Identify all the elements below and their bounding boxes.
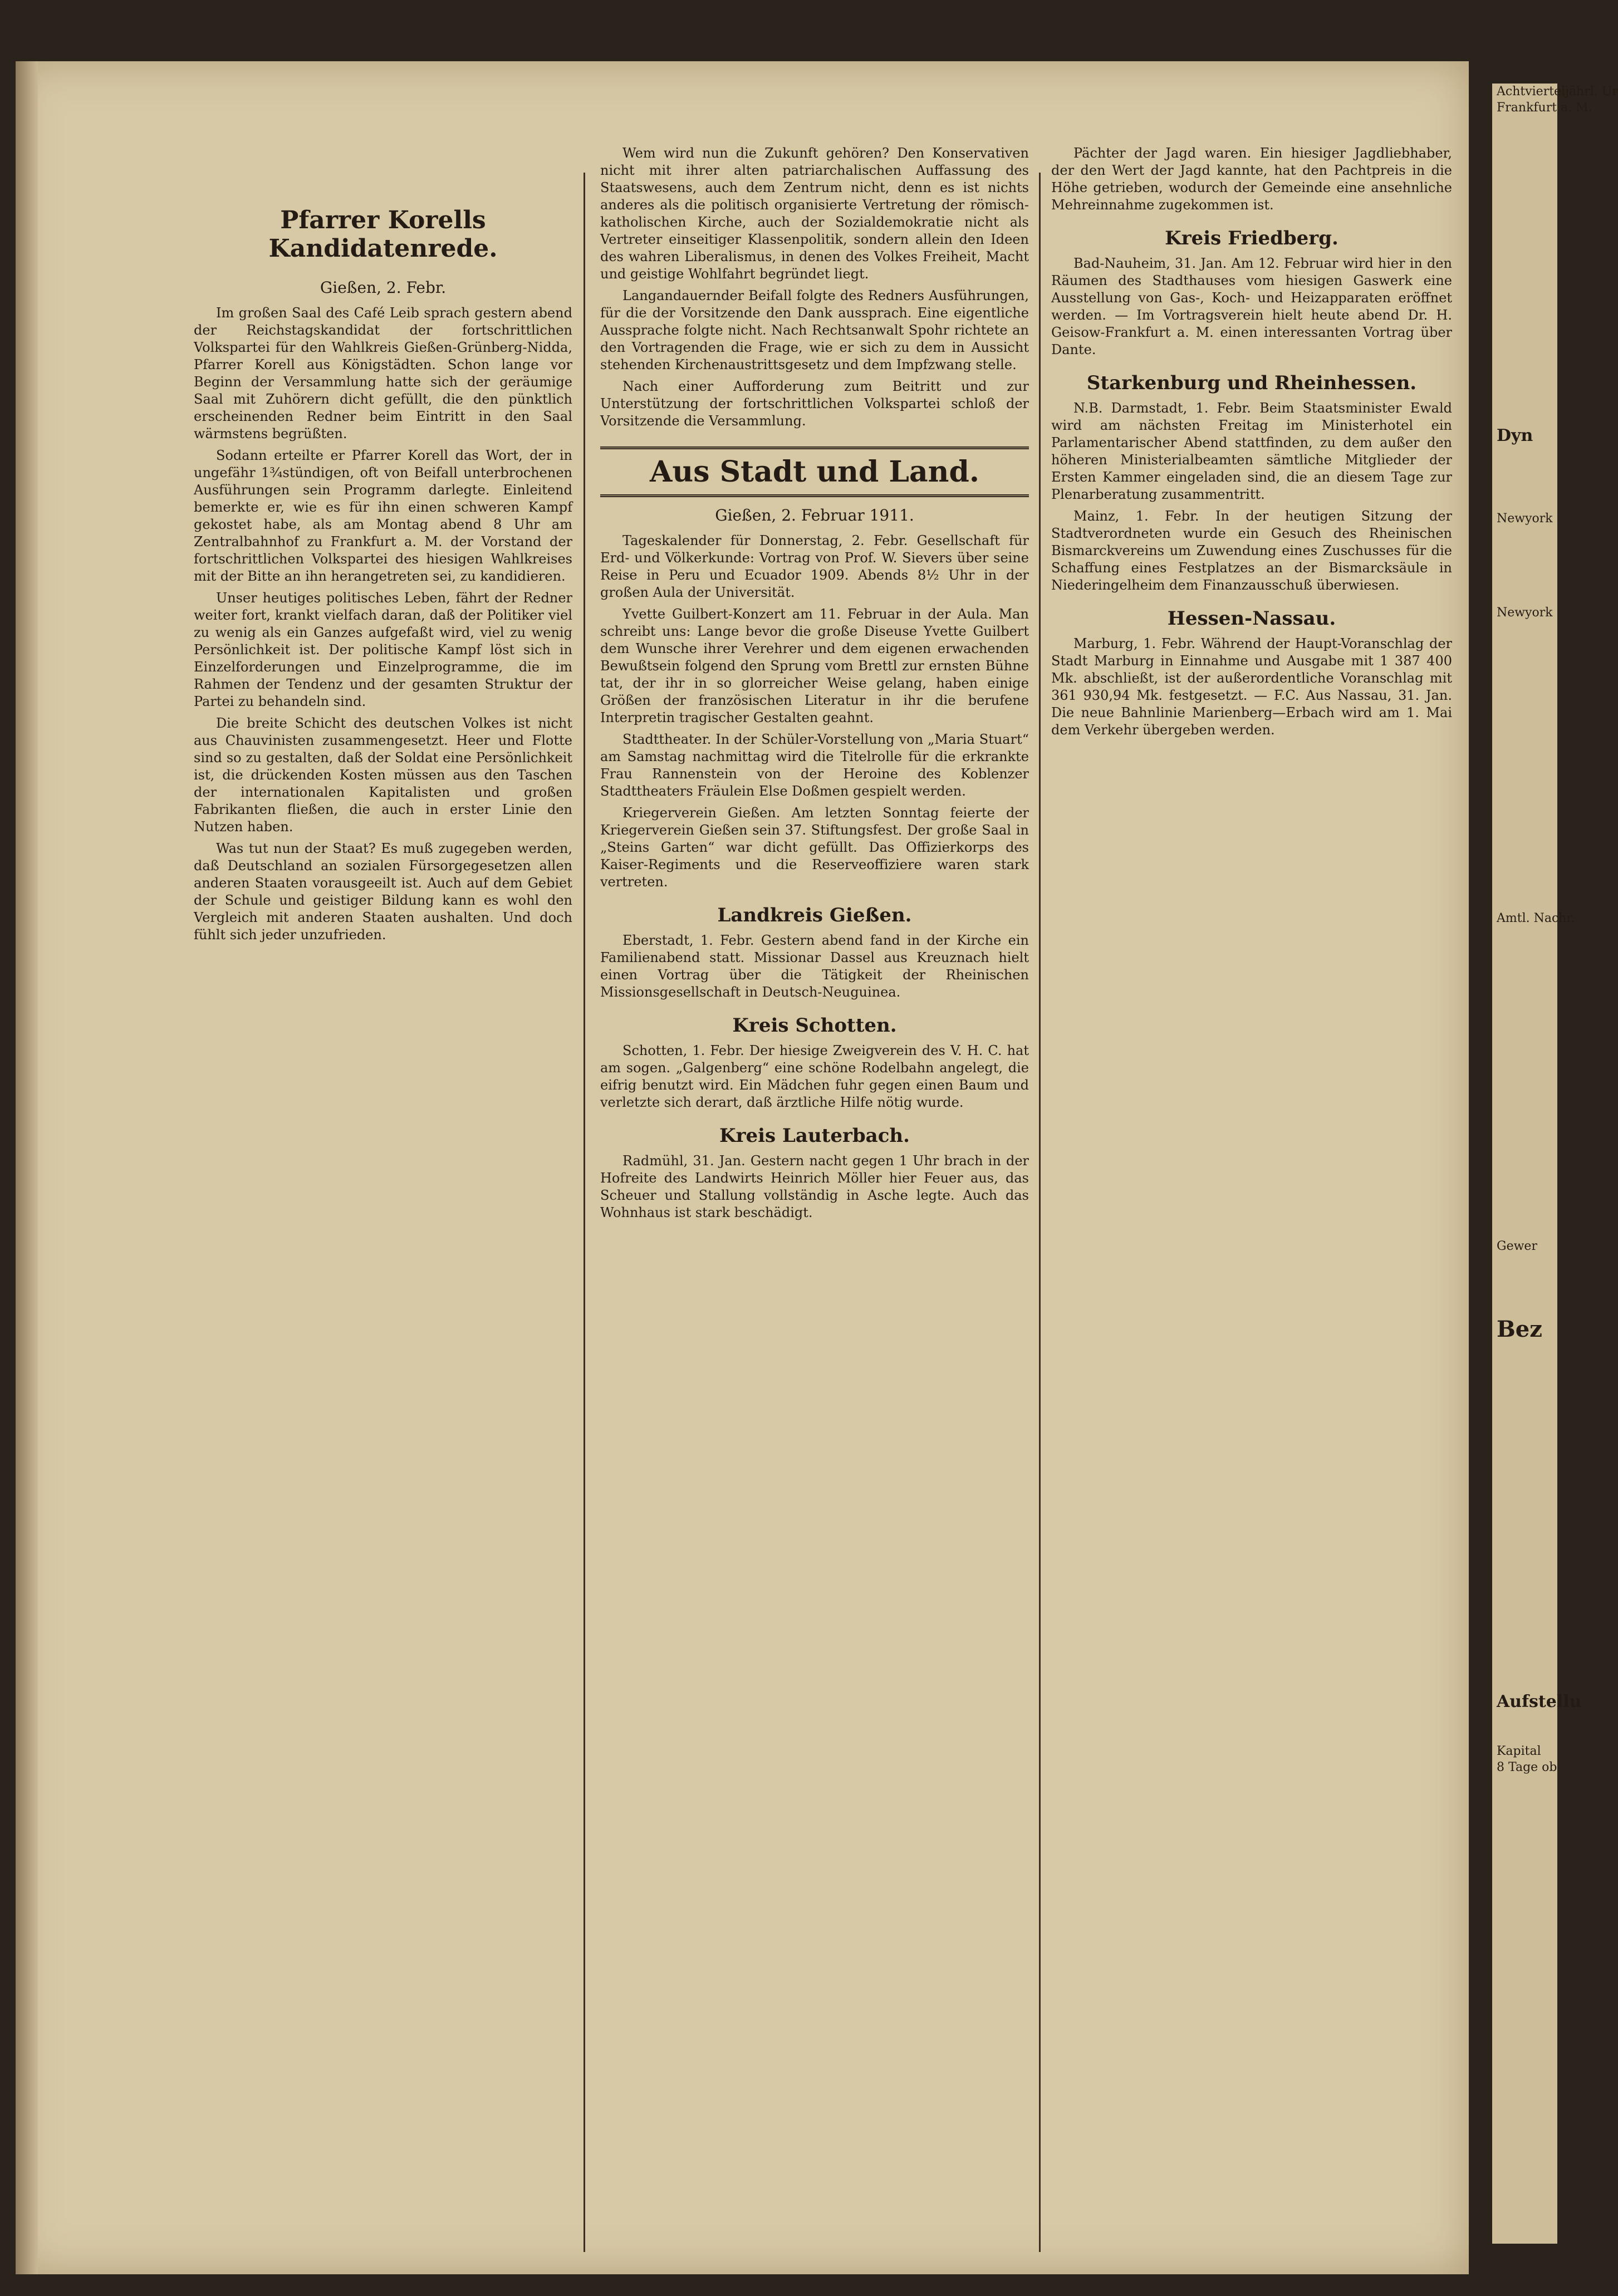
district-heading: Kreis Friedberg. — [1165, 227, 1338, 249]
right-column — [1051, 145, 1452, 2252]
news-item: Schotten, 1. Febr. Der hiesige Zweigverein des V. H. C. hat am sogen. „Galgenberg“ eine schöne Rodelbahn angelegt, die eifrig benutzt wird. Ein Mädchen fuhr gegen einen Baum und verletzte sich derart, daß ärztliche Hilfe nötig wurde. — [600, 1043, 1029, 1110]
strip-fragment: Dyn — [1497, 426, 1533, 445]
strip-fragment: Newyork — [1497, 512, 1553, 526]
district-heading: Starkenburg und Rheinhessen. — [1086, 372, 1417, 394]
article-paragraph: Pächter der Jagd waren. Ein hiesiger Jagdliebhaber, der den Wert der Jagd kannte, hat den Pachtpreis in die Höhe getrieben, wodurch der Gemeinde eine ansehnliche Mehreinnahme zugekommen ist. — [1051, 145, 1452, 213]
article-paragraph: Was tut nun der Staat? Es muß zugegeben werden, daß Deutschland an sozialen Fürsorgegesetzen allen anderen Staaten vorausgeeilt ist. Auch auf dem Gebiet der Schule und geistiger Bildung kann es wohl den Vergleich mit anderen Staaten aushalten. Und doch fühlt sich jeder unzufrieden. — [194, 841, 572, 943]
article-title: Pfarrer Korells Kandidatenrede. — [268, 206, 498, 263]
middle-column — [600, 145, 1029, 2252]
news-item: Stadttheater. In der Schüler-Vorstellung von „Maria Stuart“ am Samstag nachmittag wird die Titelrolle für die erkrankte Frau Rannenstein von der Heroine des Koblenzer Stadttheaters Fräulein Else Doßmen gespielt werden. — [600, 732, 1029, 799]
article-paragraph: Unser heutiges politisches Leben, fährt der Redner weiter fort, krankt vielfach daran, daß der Politiker viel zu wenig als ein Ganzes aufgefaßt wird, viel zu wenig Persönlichkeit ist. Der politische Kampf löst sich in Einzelforderungen und Einzelprogramme, die im Rahmen der Tendenz und der gesamten Struktur der Partei zu behandeln sind. — [194, 590, 572, 709]
article-dateline: Gießen, 2. Febr. — [320, 278, 447, 297]
column-rule — [584, 173, 585, 2252]
newspaper-page — [16, 61, 1469, 2274]
news-item: Radmühl, 31. Jan. Gestern nacht gegen 1 Uhr brach in der Hofreite des Landwirts Heinrich Möller hier Feuer aus, das Scheuer und Stallung vollständig in Asche legte. Auch das Wohnhaus ist stark beschädigt. — [600, 1153, 1029, 1220]
strip-fragment: Bez — [1497, 1316, 1542, 1342]
section-header-frame — [600, 447, 1029, 497]
strip-fragment: Kapital — [1497, 1744, 1541, 1758]
news-item: Kriegerverein Gießen. Am letzten Sonntag feierte der Kriegerverein Gießen sein 37. Stiftungsfest. Der große Saal in „Steins Garten“ war dicht gefüllt. Das Offizierkorps des Kaiser-Regiments und die Reserveoffiziere waren stark vertreten. — [600, 805, 1029, 890]
strip-fragment: Amtl. Nachr. — [1497, 911, 1575, 925]
binding-gutter — [16, 61, 38, 2274]
article-paragraph: Langandauernder Beifall folgte des Redners Ausführungen, für die der Vorsitzende den Dank aussprach. Eine eigentliche Aussprache folgte nicht. Nach Rechtsanwalt Spohr richtete an den Vortragenden die Frage, wie er sich zu dem in Aussicht stehenden Kirchenaustrittsgesetz und dem Impfzwang stelle. — [600, 288, 1029, 372]
district-heading: Kreis Lauterbach. — [719, 1125, 910, 1147]
news-item: Marburg, 1. Febr. Während der Haupt-Voranschlag der Stadt Marburg in Einnahme und Ausgabe mit 1 387 400 Mk. abschließt, ist der außerordentliche Voranschlag mit 361 930,94 Mk. festgesetzt. — F.C. Aus Nassau, 31. Jan. Die neue Bahnlinie Marienberg—Erbach wird am 1. Mai dem Verkehr übergeben werden. — [1051, 636, 1452, 738]
strip-fragment: Newyork — [1497, 606, 1553, 620]
news-item: Yvette Guilbert-Konzert am 11. Februar in der Aula. Man schreibt uns: Lange bevor die große Diseuse Yvette Guilbert dem Wunsche ihrer Verehrer und dem eigenen erwachenden Bewußtsein folgend den Sprung vom Brettl zur ernsten Bühne tat, der ihr in so glorreicher Weise gelang, haben einige Größen der französischen Literatur in ihr die berufene Interpretin tragischer Gestalten geahnt. — [600, 606, 1029, 725]
strip-fragment: Frankfurt a. M. — [1497, 101, 1592, 115]
strip-fragment: 8 Tage ob — [1497, 1760, 1557, 1774]
news-item: N.B. Darmstadt, 1. Febr. Beim Staatsminister Ewald wird am nächsten Freitag im Ministerhotel ein Parlamentarischer Abend stattfinden, zu dem außer den höheren Ministerialbeamten sämtliche Mitglieder der Ersten Kammer eingeladen sind, die an diesem Tage zur Plenarberatung zusammentritt. — [1051, 400, 1452, 502]
strip-fragment: Achtvierteljährl. Ur — [1497, 85, 1618, 99]
article-paragraph: Sodann erteilte er Pfarrer Korell das Wort, der in ungefähr 1¾stündigen, oft von Beifall unterbrochenen Ausführungen sein Programm darlegte. Einleitend bemerkte er, wie es für ihn einen schweren Kampf gekostet habe, als am Montag abend 8 Uhr am Zentralbahnhof zu Frankfurt a. M. der Vorstand der fortschrittlichen Volkspartei des hiesigen Wahlkreises mit der Bitte an ihn herangetreten sei, zu kandidieren. — [194, 448, 572, 584]
news-item: Bad-Nauheim, 31. Jan. Am 12. Februar wird hier in den Räumen des Stadthauses vom hiesigen Gaswerk eine Ausstellung von Gas-, Koch- und Heizapparaten eröffnet werden. — Im Vortragsverein hielt heute abend Dr. H. Geisow-Frankfurt a. M. einen interessanten Vortrag über Dante. — [1051, 256, 1452, 357]
district-heading: Landkreis Gießen. — [717, 904, 912, 926]
section-title: Aus Stadt und Land. — [650, 455, 979, 489]
adjacent-page-strip — [1492, 84, 1618, 2244]
news-item: Eberstadt, 1. Febr. Gestern abend fand in der Kirche ein Familienabend statt. Missionar Dassel aus Kreuznach hielt einen Vortrag über die Tätigkeit der Rheinischen Missionsgesellschaft in Deutsch-Neuguinea. — [600, 933, 1029, 1000]
strip-fragment: Aufstellu — [1497, 1692, 1582, 1711]
strip-fragment: Gewer — [1497, 1239, 1537, 1253]
article-paragraph: Wem wird nun die Zukunft gehören? Den Konservativen nicht mit ihrer alten patriarchalischen Auffassung des Staatswesens, auch dem Zentrum nicht, denn es ist nichts anderes als die politisch organisierte Vertretung der römisch-katholischen Kirche, auch der Sozialdemokratie nicht als Vertreter einseitiger Klassenpolitik, sondern allein den Ideen des wahren Liberalismus, in denen des Volkes Freiheit, Macht und geistige Wohlfahrt begründet liegt. — [600, 145, 1029, 282]
district-heading: Kreis Schotten. — [732, 1014, 897, 1037]
left-column — [194, 145, 572, 2252]
column-rule — [1039, 173, 1041, 2252]
article-paragraph: Die breite Schicht des deutschen Volkes ist nicht aus Chauvinisten zusammengesetzt. Heer und Flotte sind so zu gestalten, daß der Soldat eine Persönlichkeit ist, die drückenden Kosten müssen aus den Taschen der internationalen Kapitalisten und großen Fabrikanten fließen, die auch in erster Linie den Nutzen haben. — [194, 715, 572, 835]
article-paragraph: Im großen Saal des Café Leib sprach gestern abend der Reichstagskandidat der fortschrittlichen Volkspartei für den Wahlkreis Gießen-Grünberg-Nidda, Pfarrer Korell aus Königstädten. Schon lange vor Beginn der Versammlung hatte sich der geräumige Saal mit Zuhörern dicht gefüllt, die den pünktlich erscheinenden Redner beim Eintritt in den Saal wärmstens begrüßten. — [194, 305, 572, 441]
news-item: Mainz, 1. Febr. In der heutigen Sitzung der Stadtverordneten wurde ein Gesuch des Rheinischen Bismarckvereins um Zuwendung eines Zuschusses für die Schaffung eines Festplatzes an der Bismarcksäule in Niederingelheim dem Finanzausschuß überwiesen. — [1051, 508, 1452, 593]
news-item: Tageskalender für Donnerstag, 2. Febr. Gesellschaft für Erd- und Völkerkunde: Vortrag von Prof. W. Sievers über seine Reise in Peru und Ecuador 1909. Abends 8½ Uhr in der großen Aula der Universität. — [600, 533, 1029, 600]
district-heading: Hessen-Nassau. — [1167, 607, 1336, 630]
article-paragraph: Nach einer Aufforderung zum Beitritt und zur Unterstützung der fortschrittlichen Volkspartei schloß der Vorsitzende die Versammlung. — [600, 379, 1029, 429]
section-dateline: Gießen, 2. Februar 1911. — [715, 506, 914, 524]
